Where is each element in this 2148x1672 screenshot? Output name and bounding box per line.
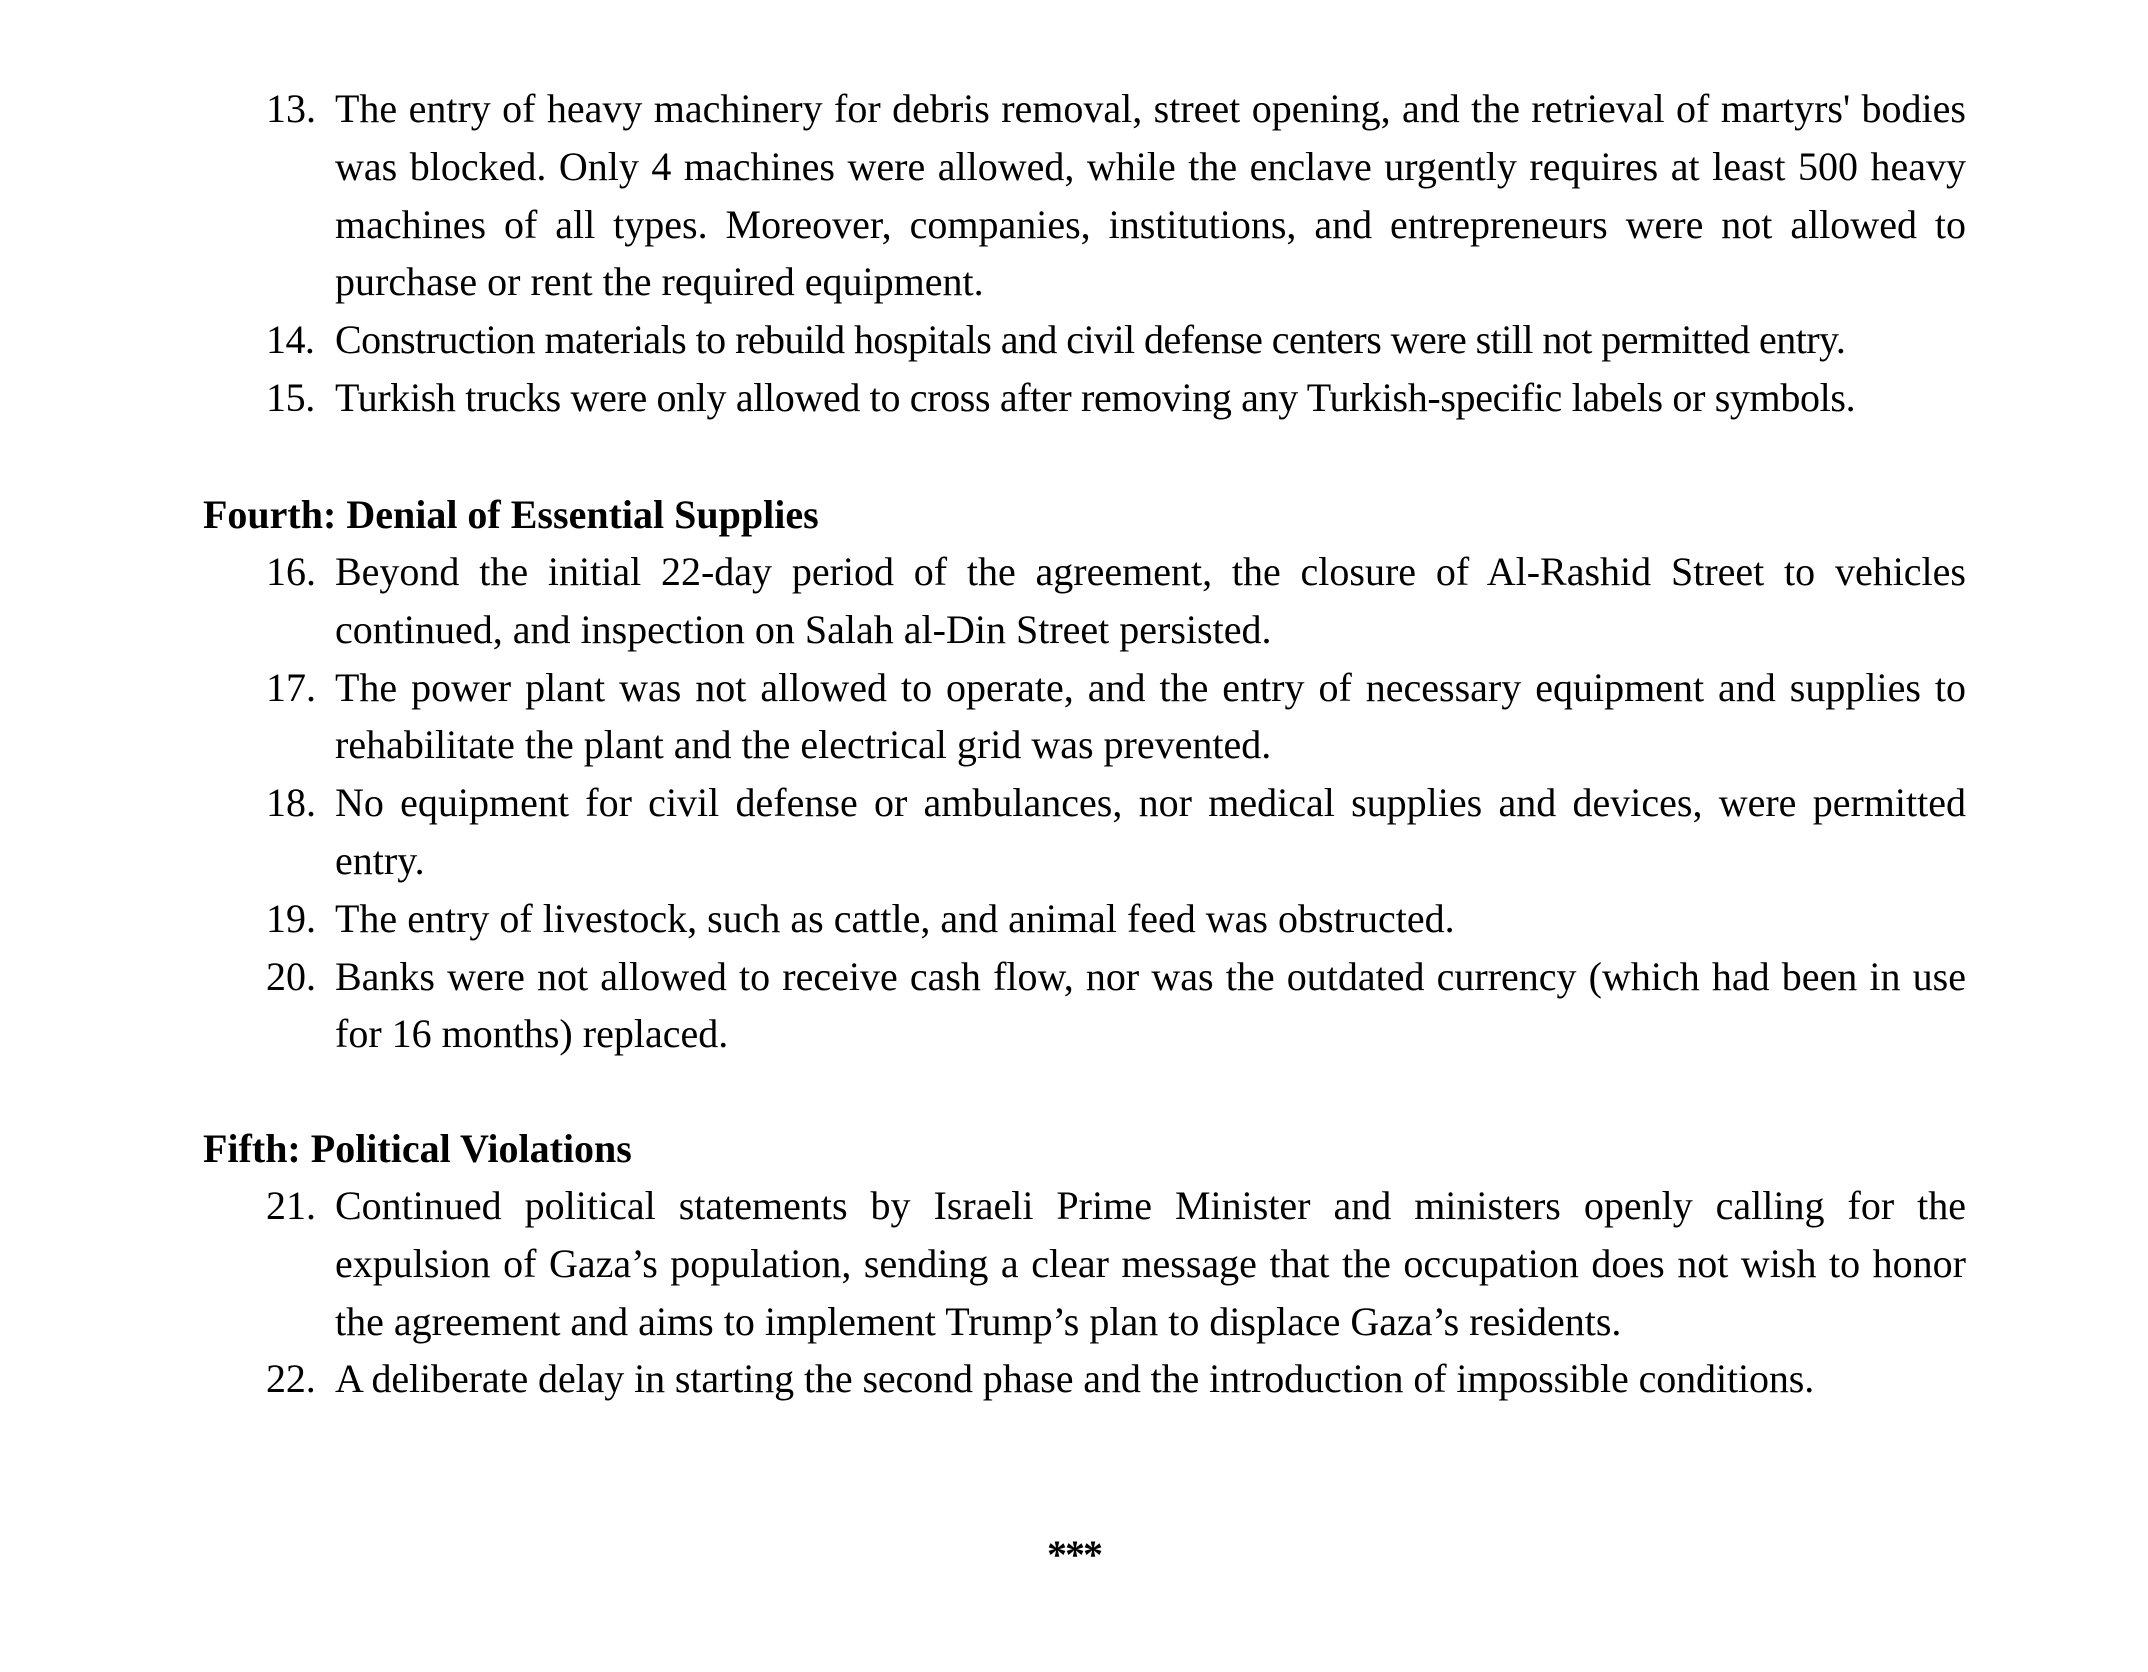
list-group-21-22 <box>266 1177 1966 1408</box>
list-item-14 <box>266 311 1966 369</box>
list-item-21 <box>266 1177 1966 1350</box>
section-heading-fifth: Fifth: Political Violations <box>203 1126 632 1171</box>
item-number: 13. <box>266 86 316 131</box>
item-text: Beyond the initial 22-day period of the agreement, the closure of Al-Rashid Street to vehicles continued, and inspection on Salah al-Din Street persisted. <box>335 549 1966 652</box>
list-item-18 <box>266 774 1966 890</box>
item-number: 14. <box>266 317 315 363</box>
list-item-20 <box>266 948 1966 1064</box>
item-number: 19. <box>266 895 316 941</box>
list-group-13-15 <box>266 80 1966 427</box>
list-group-16-20 <box>266 543 1966 1063</box>
item-number: 16. <box>266 549 316 594</box>
end-of-section-mark: *** <box>1047 1532 1101 1577</box>
list-item-19 <box>266 890 1966 948</box>
list-item-22 <box>266 1350 1966 1408</box>
item-text: The power plant was not allowed to operate, and the entry of necessary equipment and supplies to rehabilitate the plant and the electrical grid was prevented. <box>335 664 1966 768</box>
list-item-17 <box>266 659 1966 775</box>
item-number: 22. <box>266 1356 316 1402</box>
item-text: No equipment for civil defense or ambulances, nor medical supplies and devices, were permitted entry. <box>335 780 1966 883</box>
list-item-15 <box>266 369 1966 427</box>
item-number: 17. <box>266 664 316 710</box>
item-text: Turkish trucks were only allowed to cross after removing any Turkish-specific labels or symbols. <box>335 374 1856 420</box>
section-heading-fourth: Fourth: Denial of Essential Supplies <box>203 492 819 537</box>
item-text: Construction materials to rebuild hospitals and civil defense centers were still not permitted entry. <box>335 317 1846 363</box>
list-item-16 <box>266 543 1966 659</box>
item-number: 18. <box>266 780 316 826</box>
list-item-13 <box>266 80 1966 311</box>
item-number: 20. <box>266 953 316 999</box>
item-number: 15. <box>266 374 315 420</box>
item-text: The entry of livestock, such as cattle, and animal feed was obstructed. <box>335 895 1455 941</box>
item-text: A deliberate delay in starting the second phase and the introduction of impossible conditions. <box>335 1356 1815 1402</box>
item-number: 21. <box>266 1183 316 1228</box>
item-text: Continued political statements by Israeli Prime Minister and ministers openly calling for the expulsion of Gaza’s population, sending a clear message that the occupation does not wish to honor the agreement and aims to implement Trump’s plan to displace Gaza’s residents. <box>335 1183 1966 1344</box>
item-text: Banks were not allowed to receive cash flow, nor was the outdated currency (which had been in use for 16 months) replaced. <box>335 953 1966 1057</box>
item-text: The entry of heavy machinery for debris removal, street opening, and the retrieval of martyrs' bodies was blocked. Only 4 machines were allowed, while the enclave urgently requires at least 500 heavy machines of all types. Moreover, companies, institutions, and entrepreneurs were not allowed to purchase or rent the required equipment. <box>335 86 1966 305</box>
